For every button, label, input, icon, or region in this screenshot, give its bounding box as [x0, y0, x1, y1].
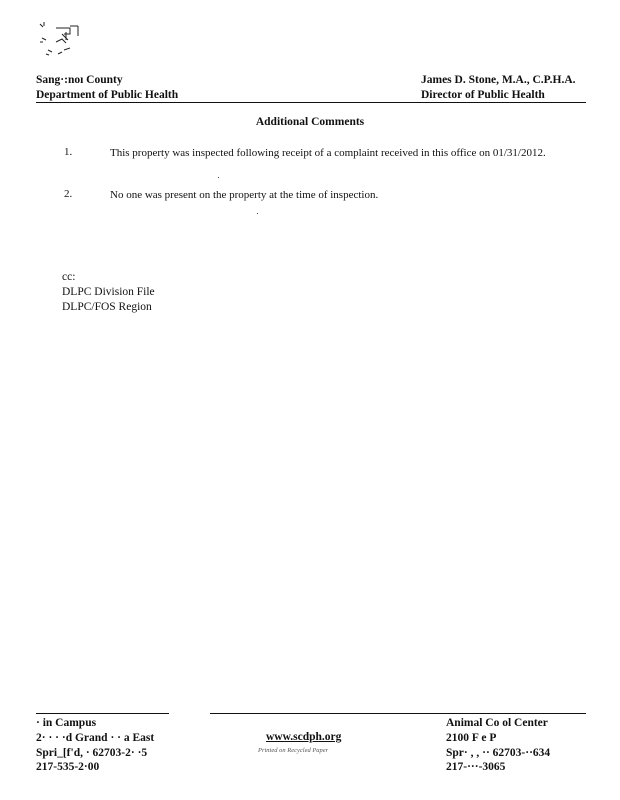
- footer-divider-right: [210, 713, 586, 714]
- comment-text: This property was inspected following receipt of a complaint received in this office on 01/31/2012.: [110, 147, 546, 159]
- scan-speck: [257, 213, 258, 214]
- county-seal-logo: [34, 20, 98, 68]
- county-name: Sang·:noı County: [36, 74, 123, 86]
- footer-right-line: Animal Co ol Center: [446, 717, 548, 729]
- footer-left-line: · in Campus: [36, 717, 97, 729]
- department-name: Department of Public Health: [36, 89, 179, 101]
- footer-right-line: Spr· , , ·· 62703-··634: [446, 747, 551, 759]
- website-link[interactable]: www.scdph.org: [266, 731, 342, 743]
- cc-recipient: DLPC/FOS Region: [62, 301, 152, 313]
- recycled-paper-note: Printed on Recycled Paper: [258, 747, 329, 754]
- cc-recipient: DLPC Division File: [62, 286, 155, 298]
- comment-number: 1.: [64, 146, 73, 158]
- director-title: Director of Public Health: [421, 89, 545, 101]
- section-title: Additional Comments: [255, 116, 365, 128]
- footer-right-line: 2100 F e P: [446, 732, 497, 744]
- footer-left-line: 2· · · ·d Grand · · a East: [36, 732, 155, 744]
- director-name: James D. Stone, M.A., C.P.H.A.: [421, 74, 576, 86]
- comment-text: No one was present on the property at the time of inspection.: [110, 189, 379, 201]
- comment-number: 2.: [64, 188, 73, 200]
- cc-label: cc:: [62, 271, 76, 283]
- header-divider: [36, 102, 586, 103]
- footer-right-line: 217-···-3065: [446, 761, 506, 773]
- footer-left-line: Spri_[f'd, · 62703-2· ·5: [36, 747, 148, 759]
- footer-divider-left: [36, 713, 169, 714]
- footer-left-line: 217-535-2·00: [36, 761, 100, 773]
- scan-speck: [218, 177, 219, 178]
